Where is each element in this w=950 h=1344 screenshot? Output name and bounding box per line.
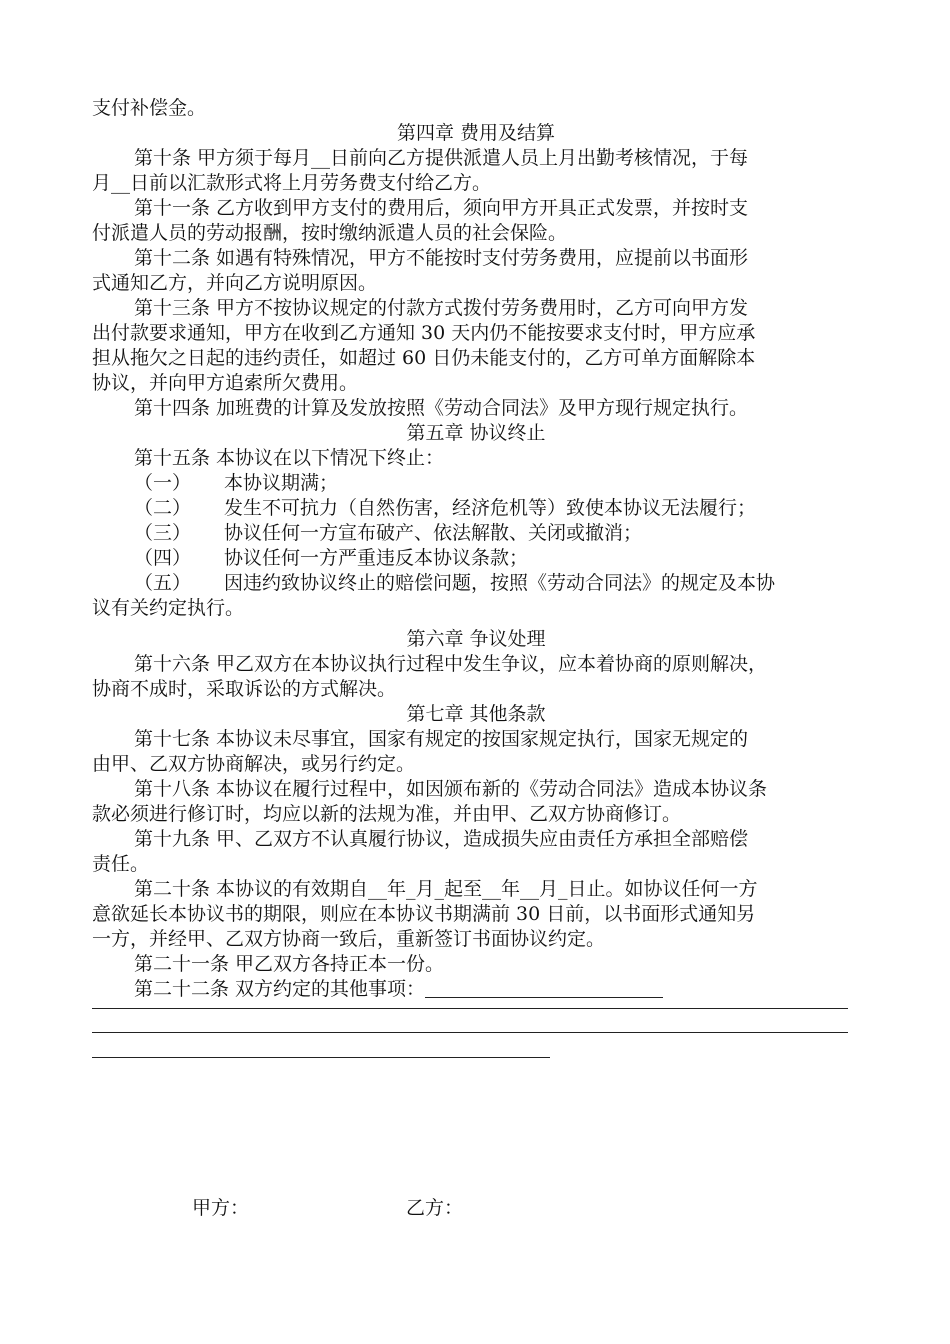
text-line: 第十三条 甲方不按协议规定的付款方式拨付劳务费用时，乙方可向甲方发 [134,297,749,319]
text-line: 协商不成时，采取诉讼的方式解决。 [92,678,397,700]
list-item [92,546,860,571]
party-a-signature-label: 甲方： [192,1197,250,1219]
list-number: （四） [134,547,192,569]
text-line: 式通知乙方，并向乙方说明原因。 [92,272,378,294]
list-text: 发生不可抗力（自然伤害，经济危机等）致使本协议无法履行； [224,497,757,519]
list-item [92,571,860,596]
list-item [92,471,860,496]
list-item [92,521,860,546]
fill-in-line [92,1008,848,1009]
list-item [92,496,860,521]
text-line: 第十七条 本协议未尽事宜，国家有规定的按国家规定执行，国家无规定的 [134,728,749,750]
list-text: 协议任何一方严重违反本协议条款； [224,547,529,569]
list-number: （三） [134,522,192,544]
text-line: 意欲延长本协议书的期限，则应在本协议书期满前 30 日前，以书面形式通知另 [92,903,756,925]
chapter-heading: 第五章 协议终止 [406,422,546,444]
text-line: 付派遣人员的劳动报酬，按时缴纳派遣人员的社会保险。 [92,222,568,244]
text-line: 第二十条 本协议的有效期自__年_月_起至__年__月_日止。如协议任何一方 [134,878,758,900]
text-line: 第十九条 甲、乙双方不认真履行协议，造成损失应由责任方承担全部赔偿 [134,828,749,850]
text-line: 协议，并向甲方追索所欠费用。 [92,372,359,394]
fill-in-line [92,1057,550,1058]
text-line: 第十五条 本协议在以下情况下终止： [134,447,445,469]
text-line: 款必须进行修订时，均应以新的法规为准，并由甲、乙双方协商修订。 [92,803,682,825]
text-line: 出付款要求通知，甲方在收到乙方通知 30 天内仍不能按要求支付时，甲方应承 [92,322,756,344]
list-number: （二） [134,497,192,519]
fill-in-line [92,1032,848,1033]
chapter-heading: 第七章 其他条款 [406,703,546,725]
text-line: 第十一条 乙方收到甲方支付的费用后，须向甲方开具正式发票，并按时支 [134,197,749,219]
list-text: 本协议期满； [224,472,339,494]
list-number: （一） [134,472,192,494]
list-number: （五） [134,572,192,594]
chapter-heading: 第四章 费用及结算 [396,122,556,144]
text-line: 由甲、乙双方协商解决，或另行约定。 [92,753,416,775]
text-line: 第十六条 甲乙双方在本协议执行过程中发生争议，应本着协商的原则解决， [134,653,768,675]
party-b-signature-label: 乙方： [406,1197,464,1219]
document-body [92,96,860,1058]
text-line: 一方，并经甲、乙双方协商一致后，重新签订书面协议约定。 [92,928,606,950]
list-text: 因违约致协议终止的赔偿问题，按照《劳动合同法》的规定及本协 [224,572,776,594]
other-matters-label: 第二十二条 双方约定的其他事项： [134,978,426,1000]
text-line: 第十二条 如遇有特殊情况，甲方不能按时支付劳务费用，应提前以书面形 [134,247,749,269]
text-line: 议有关约定执行。 [92,597,245,619]
text-line: 担从拖欠之日起的违约责任，如超过 60 日仍未能支付的，乙方可单方面解除本 [92,347,756,369]
text-line: 支付补偿金。 [92,97,207,119]
text-line: 第十八条 本协议在履行过程中，如因颁布新的《劳动合同法》造成本协议条 [134,778,768,800]
fill-in-blank [425,978,663,998]
text-line [92,977,860,1002]
text-line: 第二十一条 甲乙双方各持正本一份。 [134,953,445,975]
list-text: 协议任何一方宣布破产、依法解散、关闭或撤消； [224,522,643,544]
chapter-heading: 第六章 争议处理 [406,628,546,650]
text-line: 月__日前以汇款形式将上月劳务费支付给乙方。 [92,172,492,194]
text-line: 第十条 甲方须于每月__日前向乙方提供派遣人员上月出勤考核情况，于每 [134,147,749,169]
text-line: 责任。 [92,853,150,875]
text-line: 第十四条 加班费的计算及发放按照《劳动合同法》及甲方现行规定执行。 [134,397,749,419]
